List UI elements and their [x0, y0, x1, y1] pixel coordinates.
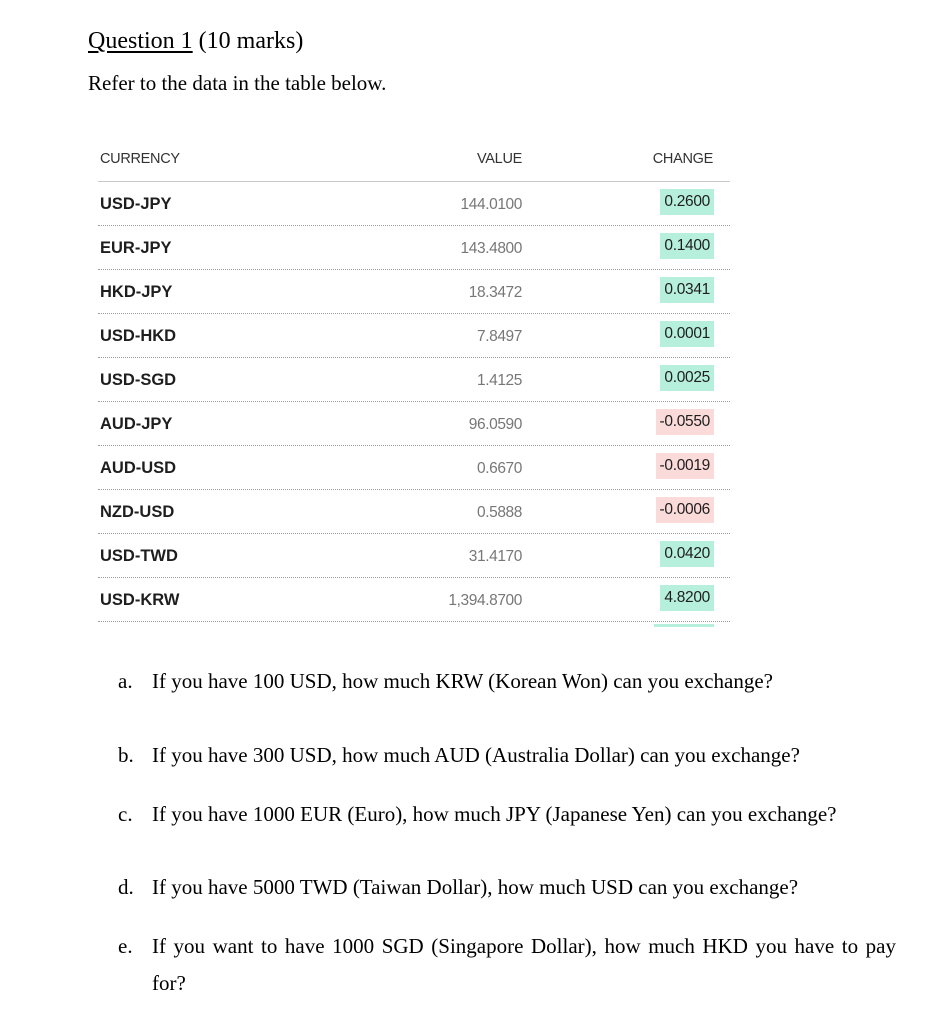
- item-label: b.: [118, 743, 134, 767]
- currency-pair: USD-JPY: [100, 195, 172, 213]
- change-badge-positive: 4.8200: [660, 585, 714, 611]
- header-value: VALUE: [477, 151, 522, 167]
- rate-value: 1.4125: [476, 372, 522, 389]
- question-number: Question 1: [88, 28, 193, 54]
- currency-pair: USD-TWD: [100, 547, 178, 565]
- highlight-strip: [654, 624, 714, 627]
- table-row: [98, 314, 730, 358]
- currency-pair: USD-HKD: [100, 327, 177, 345]
- item-label: c.: [118, 802, 133, 826]
- currency-table: [98, 140, 730, 622]
- change-badge-negative: -0.0019: [656, 453, 714, 479]
- currency-pair: HKD-JPY: [100, 283, 173, 301]
- table-row: [98, 446, 730, 490]
- item-text: If you want to have 1000 SGD (Singapore Dollar), how much HKD you have to pay: [152, 934, 896, 958]
- currency-pair: USD-SGD: [100, 371, 177, 389]
- rate-value: 0.5888: [476, 504, 522, 521]
- item-label: a.: [118, 669, 133, 693]
- change-badge-positive: 0.1400: [660, 233, 714, 259]
- header-currency: CURRENCY: [100, 151, 180, 167]
- change-badge-positive: 0.0341: [660, 277, 714, 303]
- rate-value: 143.4800: [460, 240, 522, 257]
- currency-pair: NZD-USD: [100, 503, 175, 521]
- rate-value: 18.3472: [468, 284, 522, 301]
- currency-pair: EUR-JPY: [100, 239, 172, 257]
- question-marks: (10 marks): [192, 28, 304, 54]
- table-row: [98, 358, 730, 402]
- rate-value: 96.0590: [468, 416, 522, 433]
- item-label: e.: [118, 934, 133, 958]
- rate-value: 1,394.8700: [448, 592, 522, 609]
- currency-pair: USD-KRW: [100, 591, 180, 609]
- currency-pair: AUD-USD: [100, 459, 177, 477]
- currency-pair: AUD-JPY: [100, 415, 173, 433]
- item-text: If you have 100 USD, how much KRW (Korean Won) can you exchange?: [152, 669, 773, 693]
- table-header: [98, 140, 730, 182]
- item-text-continuation: for?: [152, 971, 186, 995]
- change-badge-negative: -0.0006: [656, 497, 714, 523]
- table-body: [98, 182, 730, 622]
- table-row: [98, 182, 730, 226]
- change-badge-negative: -0.0550: [656, 409, 714, 435]
- rate-value: 0.6670: [476, 460, 522, 477]
- table-row: [98, 226, 730, 270]
- rate-value: 31.4170: [468, 548, 522, 565]
- item-label: d.: [118, 875, 134, 899]
- table-row: [98, 534, 730, 578]
- item-text: If you have 300 USD, how much AUD (Australia Dollar) can you exchange?: [152, 743, 800, 767]
- change-badge-positive: 0.0025: [660, 365, 714, 391]
- change-badge-positive: 0.0420: [660, 541, 714, 567]
- rate-value: 144.0100: [460, 196, 522, 213]
- table-row: [98, 270, 730, 314]
- header-change: CHANGE: [652, 151, 713, 167]
- change-badge-positive: 0.2600: [660, 189, 714, 215]
- change-badge-positive: 0.0001: [660, 321, 714, 347]
- item-text: If you have 5000 TWD (Taiwan Dollar), how much USD can you exchange?: [152, 875, 799, 899]
- table-row: [98, 578, 730, 622]
- rate-value: 7.8497: [476, 328, 522, 345]
- table-row: [98, 490, 730, 534]
- question-intro: Refer to the data in the table below.: [88, 71, 387, 95]
- question-title: [88, 28, 303, 55]
- table-row: [98, 402, 730, 446]
- item-text: If you have 1000 EUR (Euro), how much JPY (Japanese Yen) can you exchange?: [152, 802, 837, 826]
